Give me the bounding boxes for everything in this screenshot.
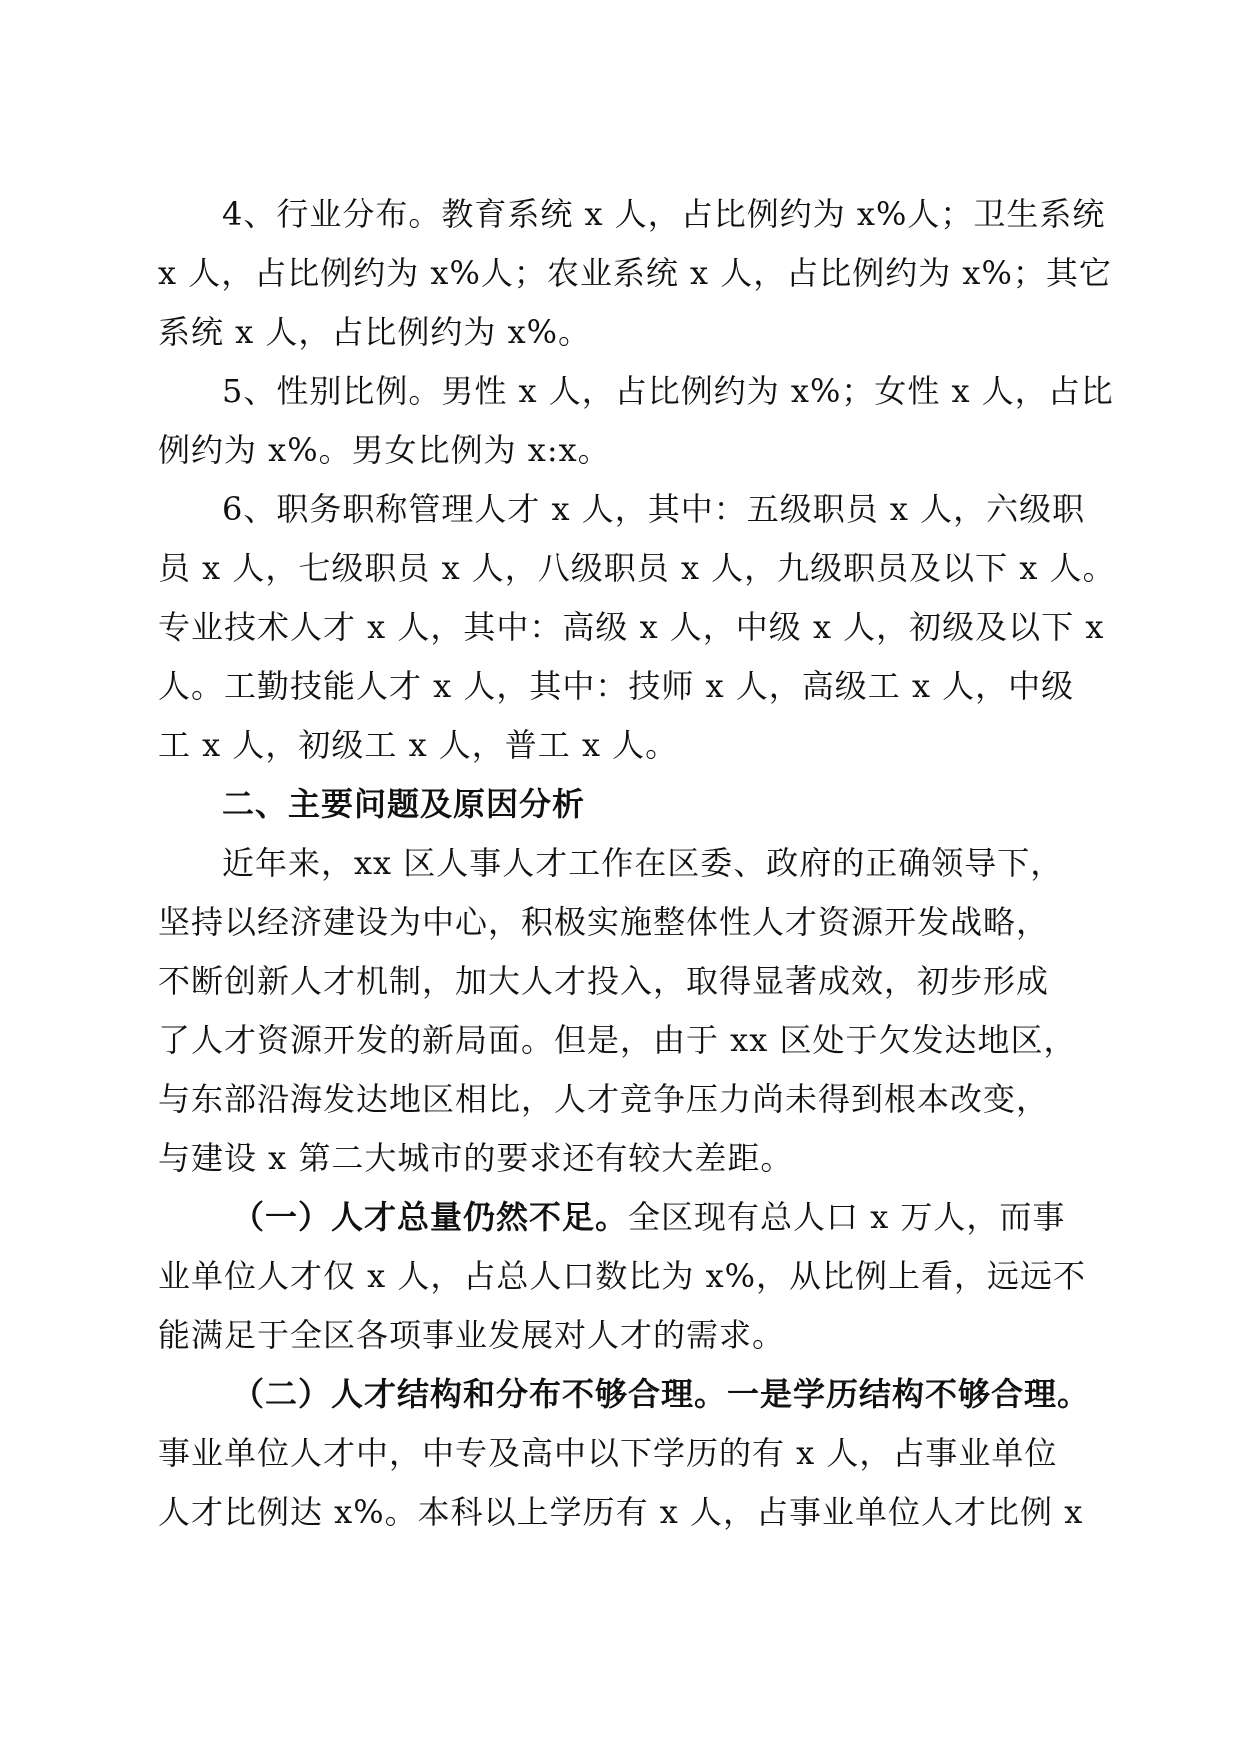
paragraph-gender-line-1: 5、性别比例。男性 x 人，占比例约为 x%；女性 x 人，占比 bbox=[222, 372, 1114, 410]
paragraph-overview-line-4: 了人才资源开发的新局面。但是，由于 xx 区处于欠发达地区， bbox=[158, 1021, 1077, 1059]
paragraph-gender-line-2: 例约为 x%。男女比例为 x:x。 bbox=[158, 431, 611, 469]
paragraph-overview-line-6: 与建设 x 第二大城市的要求还有较大差距。 bbox=[158, 1139, 794, 1177]
paragraph-overview-line-5: 与东部沿海发达地区相比，人才竞争压力尚未得到根本改变， bbox=[158, 1080, 1050, 1118]
subsection-title-1: （一）人才总量仍然不足。 bbox=[232, 1198, 629, 1236]
paragraph-total-line-3: 能满足于全区各项事业发展对人才的需求。 bbox=[158, 1316, 786, 1354]
paragraph-total-line-1 bbox=[232, 1197, 1172, 1237]
paragraph-titles-line-1: 6、职务职称管理人才 x 人，其中：五级职员 x 人，六级职 bbox=[222, 490, 1086, 528]
section-heading: 二、主要问题及原因分析 bbox=[222, 785, 586, 823]
paragraph-titles-line-5: 工 x 人，初级工 x 人，普工 x 人。 bbox=[158, 726, 679, 764]
paragraph-industry-line-1: 4、行业分布。教育系统 x 人，占比例约为 x%人；卫生系统 bbox=[222, 195, 1106, 233]
paragraph-total-line-2: 业单位人才仅 x 人，占总人口数比为 x%，从比例上看，远远不 bbox=[158, 1257, 1087, 1295]
paragraph-overview-line-1: 近年来，xx 区人事人才工作在区委、政府的正确领导下， bbox=[222, 844, 1064, 882]
paragraph-industry-line-2: x 人，占比例约为 x%人；农业系统 x 人，占比例约为 x%；其它 bbox=[158, 254, 1112, 292]
paragraph-overview-line-2: 坚持以经济建设为中心，积极实施整体性人才资源开发战略， bbox=[158, 903, 1050, 941]
paragraph-titles-line-4: 人。工勤技能人才 x 人，其中：技师 x 人，高级工 x 人，中级 bbox=[158, 667, 1075, 705]
paragraph-total-line-1-text: 全区现有总人口 x 万人，而事 bbox=[628, 1198, 1066, 1236]
paragraph-overview-line-3: 不断创新人才机制，加大人才投入，取得显著成效，初步形成 bbox=[158, 962, 1050, 1000]
paragraph-industry-line-3: 系统 x 人，占比例约为 x%。 bbox=[158, 313, 592, 351]
paragraph-titles-line-3: 专业技术人才 x 人，其中：高级 x 人，中级 x 人，初级及以下 x bbox=[158, 608, 1105, 646]
paragraph-structure-line-1: 事业单位人才中，中专及高中以下学历的有 x 人，占事业单位 bbox=[158, 1434, 1058, 1472]
paragraph-structure-line-2: 人才比例达 x%。本科以上学历有 x 人，占事业单位人才比例 x bbox=[158, 1493, 1084, 1531]
subsection-title-2: （二）人才结构和分布不够合理。一是学历结构不够合理。 bbox=[232, 1375, 1091, 1413]
paragraph-titles-line-2: 员 x 人，七级职员 x 人，八级职员 x 人，九级职员及以下 x 人。 bbox=[158, 549, 1116, 587]
